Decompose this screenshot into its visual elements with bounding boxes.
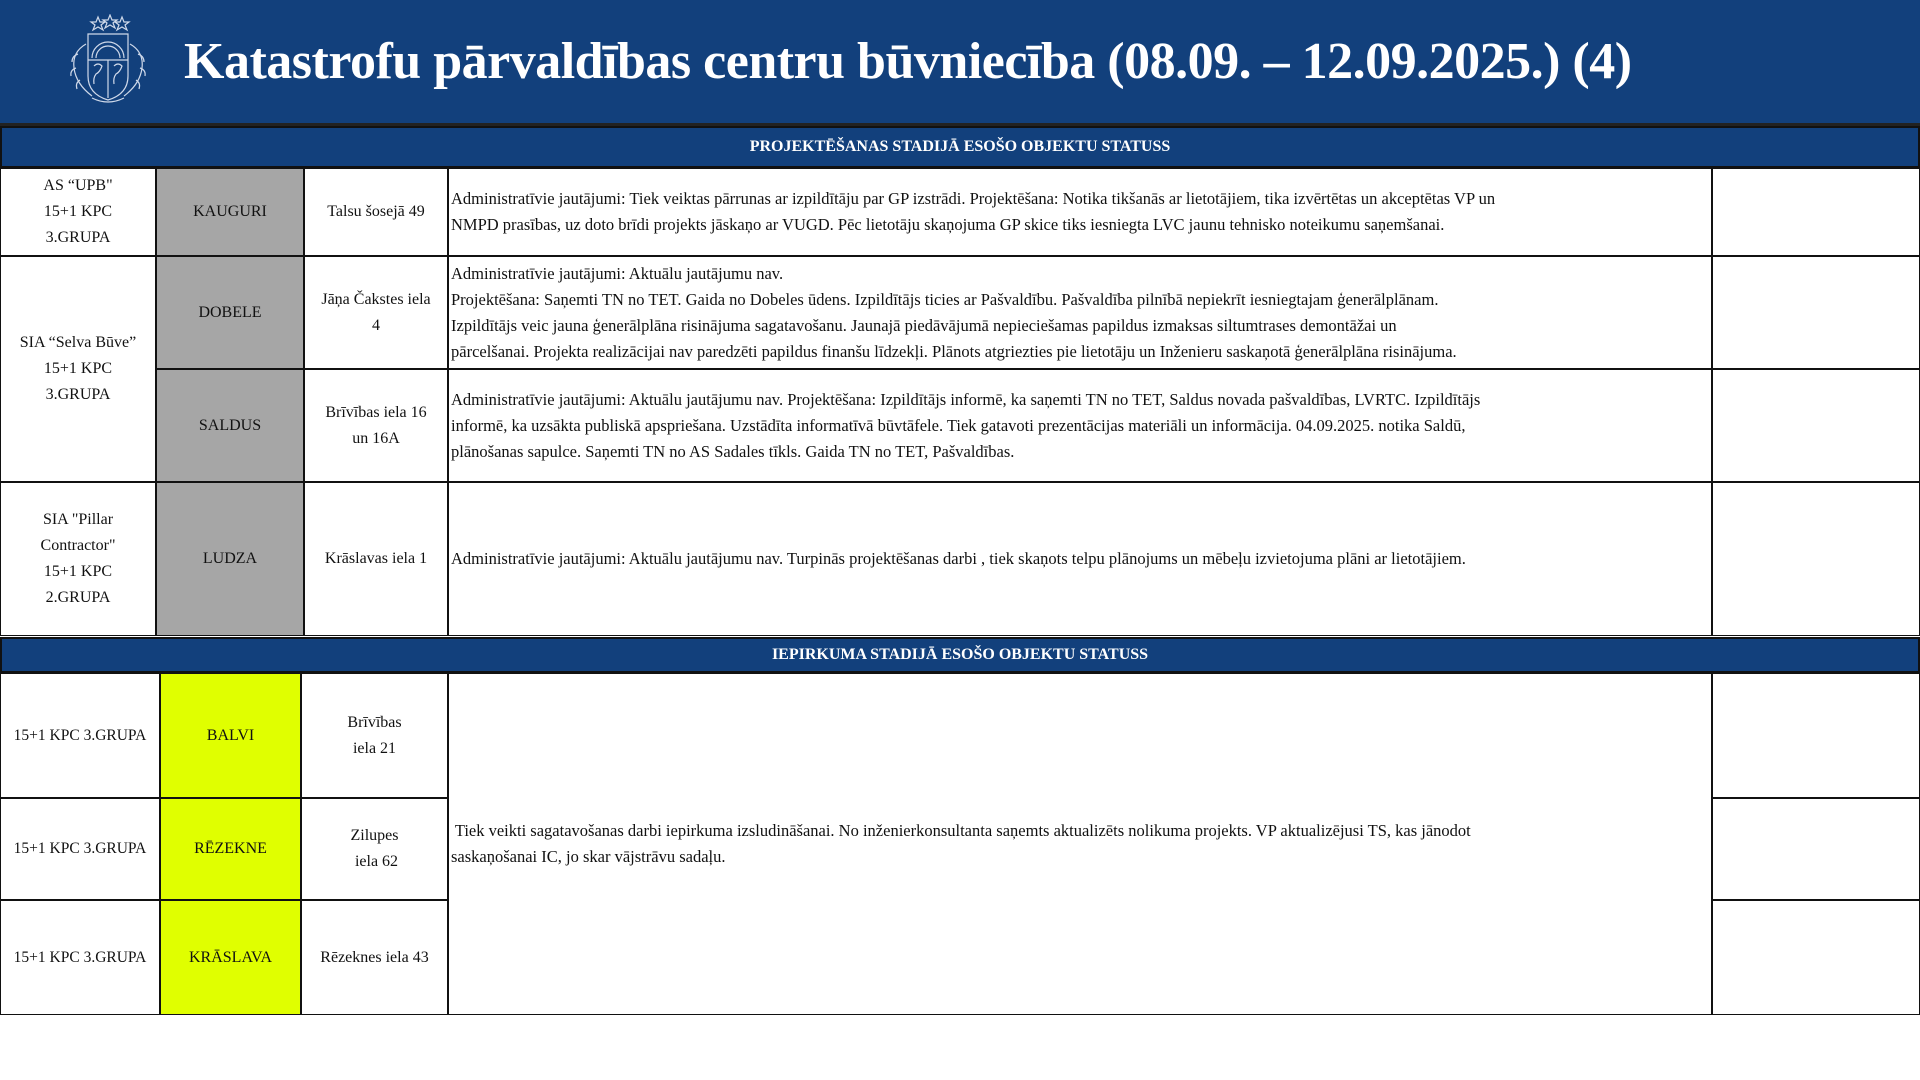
city-cell-ludza xyxy=(156,482,304,636)
address-line: Brīvības iela 16 xyxy=(325,403,427,421)
address-cell xyxy=(301,673,448,798)
contractor-line: SIA “Selva Būve” xyxy=(19,334,137,351)
city-name: SALDUS xyxy=(198,416,262,434)
address-line: Zilupes xyxy=(350,827,399,844)
status-cell xyxy=(448,482,1712,636)
contractor-line: 15+1 KPC xyxy=(43,203,113,220)
city-cell-kraslava xyxy=(160,900,301,1015)
contractor-line: AS “UPB" xyxy=(43,177,113,194)
status-line: Administratīvie jautājumi: Aktuālu jautājumu nav. Turpinās projektēšanas darbi , tiek skaņots telpu plānojums un mēbeļu izvietojuma plāni ar lietotājiem. xyxy=(451,549,1466,568)
design-section-title: PROJEKTĒŠANAS STADIJĀ ESOŠO OBJEKTU STATUSS xyxy=(749,138,1171,155)
contractor-cell-upb xyxy=(0,168,156,256)
group-text: 15+1 KPC 3.GRUPA xyxy=(13,840,147,857)
city-name: KAUGURI xyxy=(193,203,267,220)
status-cell xyxy=(448,168,1712,256)
status-line: Administratīvie jautājumi: Tiek veiktas pārrunas ar izpildītāju par GP izstrādi. Projektēšana: Notika tikšanās ar lietotājiem, tika izvērtētas un akceptētas VP un xyxy=(451,189,1496,208)
address-line: 4 xyxy=(371,316,380,334)
group-cell xyxy=(0,798,160,900)
city-cell-balvi xyxy=(160,673,301,798)
notes-cell xyxy=(1712,900,1920,1015)
city-cell-rezekne xyxy=(160,798,301,900)
procurement-status-cell xyxy=(448,673,1712,1015)
contractor-cell-pillar xyxy=(0,482,156,636)
status-line: plānošanas sapulce. Saņemti TN no AS Sadales tīkls. Gaida TN no TET, Pašvaldības. xyxy=(451,441,1015,461)
address-line: Krāslavas iela 1 xyxy=(324,550,428,567)
procurement-section-title: IEPIRKUMA STADIJĀ ESOŠO OBJEKTU STATUSS xyxy=(771,646,1149,663)
notes-cell xyxy=(1712,798,1920,900)
status-line: informē, ka uzsākta publiskā apspriešana. Uzstādīta informatīvā būvtāfele. Tiek gatavoti prezentācijas materiāli un informācija. 04.09.2025. notika Saldū, xyxy=(451,415,1466,435)
city-cell-saldus xyxy=(156,369,304,482)
address-line: Brīvības xyxy=(347,713,402,731)
procurement-section-header xyxy=(0,637,1920,673)
address-line: Jāņa Čakstes iela xyxy=(321,290,431,308)
contractor-line: 2.GRUPA xyxy=(45,589,111,606)
status-line: NMPD prasības, uz doto brīdi projekts jāskaņo ar VUGD. Pēc lietotāju skaņojuma GP skice tiks iesniegta LVC jaunu tehnisko noteikumu saņemšanai. xyxy=(451,215,1445,234)
city-cell-dobele xyxy=(156,256,304,369)
address-cell xyxy=(304,482,448,636)
address-cell xyxy=(304,369,448,482)
city-name: BALVI xyxy=(206,726,255,744)
contractor-line: 15+1 KPC xyxy=(43,360,113,377)
contractor-line: SIA "Pillar xyxy=(42,511,114,528)
contractor-line: 15+1 KPC xyxy=(43,563,113,580)
status-line: Projektēšana: Saņemti TN no TET. Gaida no Dobeles ūdens. Izpildītājs ticies ar Pašvaldību. Pašvaldība pilnībā nepiekrīt iesniegtajam ģenerālplānam. xyxy=(451,289,1439,309)
address-line: Talsu šosejā 49 xyxy=(327,203,425,220)
group-cell xyxy=(0,673,160,798)
contractor-line: 3.GRUPA xyxy=(45,386,111,403)
address-line: Rēzeknes iela 43 xyxy=(320,948,429,966)
city-cell-kauguri xyxy=(156,168,304,256)
contractor-cell-selva xyxy=(0,256,156,482)
address-line: un 16A xyxy=(352,429,400,447)
notes-cell xyxy=(1712,369,1920,482)
status-cell xyxy=(448,256,1712,369)
contractor-line: 3.GRUPA xyxy=(45,229,111,246)
status-cell xyxy=(448,369,1712,482)
notes-cell xyxy=(1712,673,1920,798)
notes-cell xyxy=(1712,482,1920,636)
page-title: Katastrofu pārvaldības centru būvniecība (08.09. – 12.09.2025.) (4) xyxy=(184,33,1632,90)
city-name: LUDZA xyxy=(202,550,258,567)
address-cell xyxy=(304,256,448,369)
notes-cell xyxy=(1712,256,1920,369)
city-name: RĒZEKNE xyxy=(194,840,267,857)
group-text: 15+1 KPC 3.GRUPA xyxy=(13,726,147,744)
status-line: Izpildītājs veic jauna ģenerālplāna risinājuma sagatavošanu. Jaunajā piedāvājumā nepieciešamas papildus izmaksas siltumtrases demontāžai un xyxy=(451,315,1397,335)
status-line: Tiek veikti sagatavošanas darbi iepirkuma izsludināšanai. No inženierkonsultanta saņemts aktualizēts nolikuma projekts. VP aktualizējusi TS, kas jānodot xyxy=(451,821,1471,840)
address-line: iela 21 xyxy=(352,739,397,757)
group-text: 15+1 KPC 3.GRUPA xyxy=(13,948,147,966)
address-cell xyxy=(304,168,448,256)
group-cell xyxy=(0,900,160,1015)
status-line: pārcelšanai. Projekta realizācijai nav paredzēti papildus finanšu līdzekļi. Plānots atgriezties pie lietotāju un Inženieru saskaņotā ģenerālplāna risinājuma. xyxy=(451,341,1457,361)
status-line: Administratīvie jautājumi: Aktuālu jautājumu nav. Projektēšana: Izpildītājs informē, ka saņemti TN no TET, Saldus novada pašvaldības, LVRTC. Izpildītājs xyxy=(451,389,1481,409)
contractor-line: Contractor" xyxy=(40,537,116,554)
design-section-header xyxy=(0,126,1920,168)
notes-cell xyxy=(1712,168,1920,256)
address-cell xyxy=(301,798,448,900)
address-cell xyxy=(301,900,448,1015)
page-header xyxy=(0,0,1920,123)
city-name: DOBELE xyxy=(198,303,262,321)
city-name: KRĀSLAVA xyxy=(189,948,272,966)
coat-of-arms-icon xyxy=(58,14,158,110)
status-line: Administratīvie jautājumi: Aktuālu jautājumu nav. xyxy=(451,263,784,283)
address-line: iela 62 xyxy=(350,853,399,870)
status-line: saskaņošanai IC, jo skar vājstrāvu sadaļu. xyxy=(451,847,726,866)
